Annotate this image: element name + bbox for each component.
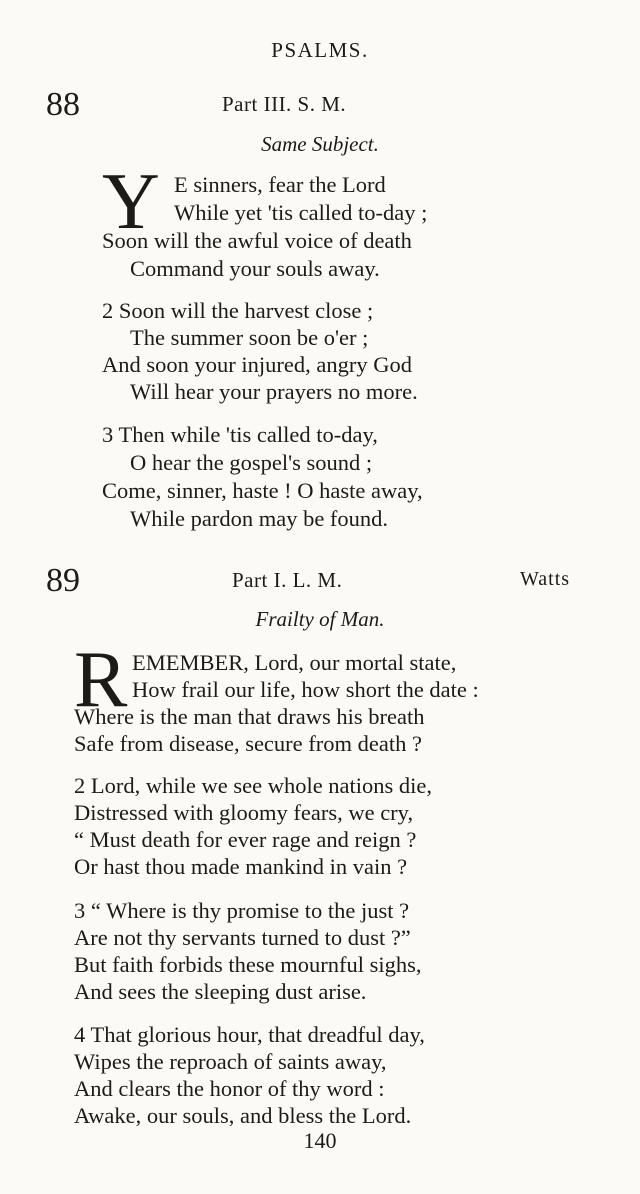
verse-line: Or hast thou made mankind in vain ? bbox=[74, 854, 408, 879]
verse-line: While yet 'tis called to-day ; bbox=[174, 200, 428, 225]
verse-line: But faith forbids these mournful sighs, bbox=[74, 952, 422, 977]
verse-line: Soon will the awful voice of death bbox=[102, 228, 412, 253]
verse-line: “ Must death for ever rage and reign ? bbox=[74, 827, 417, 852]
hymn-part-meter: Part I. L. M. bbox=[232, 568, 343, 592]
verse-line: And soon your injured, angry God bbox=[102, 352, 412, 377]
hymn-subject: Same Subject. bbox=[261, 132, 379, 156]
verse-line: O hear the gospel's sound ; bbox=[130, 450, 373, 475]
verse-line: 2 Lord, while we see whole nations die, bbox=[74, 773, 433, 798]
verse-line: Awake, our souls, and bless the Lord. bbox=[74, 1103, 412, 1128]
verse-line: Wipes the reproach of saints away, bbox=[74, 1049, 387, 1074]
verse-line: 2 Soon will the harvest close ; bbox=[102, 298, 374, 323]
hymn-subject: Frailty of Man. bbox=[255, 607, 385, 631]
verse-line: 3 “ Where is thy promise to the just ? bbox=[74, 898, 410, 923]
verse-line: Are not thy servants turned to dust ?” bbox=[74, 925, 411, 950]
hymn-number: 89 bbox=[46, 562, 80, 599]
verse-line: 4 That glorious hour, that dreadful day, bbox=[74, 1022, 425, 1047]
verse-line: Come, sinner, haste ! O haste away, bbox=[102, 478, 423, 503]
verse-line: And sees the sleeping dust arise. bbox=[74, 979, 367, 1004]
verse-line: E sinners, fear the Lord bbox=[174, 172, 386, 197]
verse-line: Distressed with gloomy fears, we cry, bbox=[74, 800, 414, 825]
hymn-number: 88 bbox=[46, 86, 80, 123]
hymn-author: Watts bbox=[520, 568, 571, 590]
drop-cap: Y bbox=[102, 158, 160, 246]
verse-line: EMEMBER, Lord, our mortal state, bbox=[132, 650, 457, 675]
verse-line: Will hear your prayers no more. bbox=[130, 379, 418, 404]
verse-line: While pardon may be found. bbox=[130, 506, 389, 531]
running-head: PSALMS. bbox=[271, 38, 369, 62]
verse-line: Command your souls away. bbox=[130, 256, 380, 281]
verse-line: Where is the man that draws his breath bbox=[74, 704, 425, 729]
drop-cap: R bbox=[74, 636, 128, 724]
page-number: 140 bbox=[303, 1128, 337, 1153]
hymn-part-meter: Part III. S. M. bbox=[222, 92, 347, 116]
verse-line: How frail our life, how short the date : bbox=[132, 677, 479, 702]
verse-line: And clears the honor of thy word : bbox=[74, 1076, 385, 1101]
verse-line: Safe from disease, secure from death ? bbox=[74, 731, 422, 756]
verse-line: 3 Then while 'tis called to-day, bbox=[102, 422, 378, 447]
verse-line: The summer soon be o'er ; bbox=[130, 325, 369, 350]
